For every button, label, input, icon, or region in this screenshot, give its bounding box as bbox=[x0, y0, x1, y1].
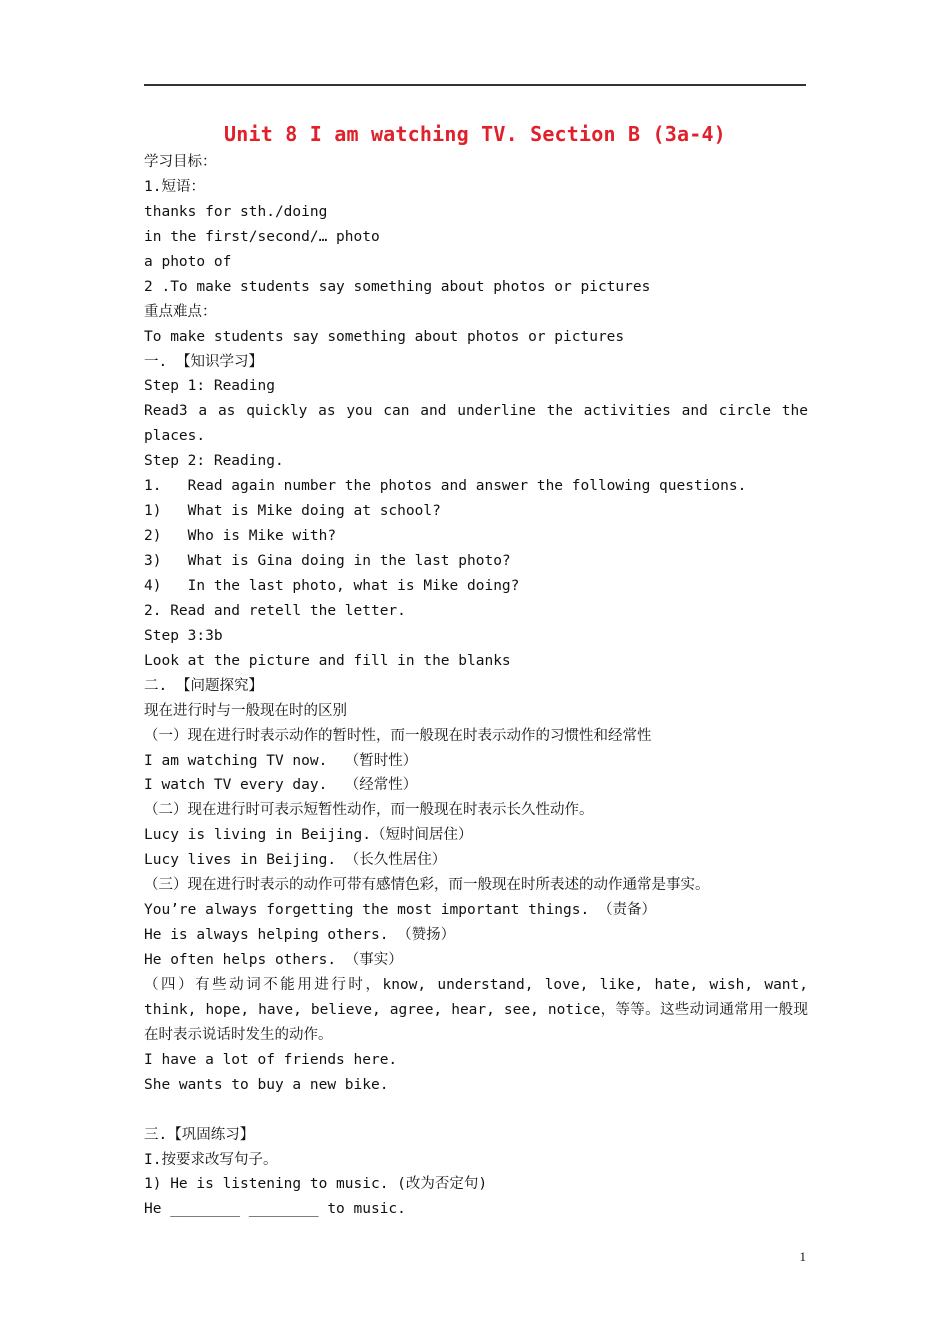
text-line: 现在进行时与一般现在时的区别 bbox=[144, 702, 347, 719]
text-line: He often helps others. （事实） bbox=[144, 952, 403, 968]
text-line: （一）现在进行时表示动作的暂时性，而一般现在时表示动作的习惯性和经常性 bbox=[144, 727, 652, 744]
text-line: 学习目标： bbox=[144, 154, 217, 170]
text-line: places. bbox=[144, 428, 206, 445]
text-line: 1.短语： bbox=[144, 178, 205, 195]
text-line: （三）现在进行时表示的动作可带有感情色彩，而一般现在时所表述的动作通常是事实。 bbox=[144, 877, 710, 894]
text-line: 三.【巩固练习】 bbox=[144, 1126, 255, 1143]
page-number: 1 bbox=[799, 1249, 806, 1264]
text-line: 一. 【知识学习】 bbox=[144, 353, 263, 370]
text-line: He ________ ________ to music. bbox=[144, 1201, 406, 1218]
document-body bbox=[144, 150, 808, 1222]
text-line: To make students say something about photos or pictures bbox=[144, 328, 625, 345]
text-line: 重点难点： bbox=[144, 303, 217, 320]
text-line: 2) Who is Mike with? bbox=[144, 528, 337, 545]
text-line: You’re always forgetting the most important things. （责备） bbox=[144, 902, 656, 919]
text-line: a photo of bbox=[144, 253, 232, 270]
text-line: I have a lot of friends here. bbox=[144, 1051, 398, 1068]
text-line: Read3 a as quickly as you can and underline the activities and circle the bbox=[144, 403, 808, 420]
document-title: Unit 8 I am watching TV. Section B (3a-4) bbox=[224, 122, 726, 146]
text-line: Look at the picture and fill in the blanks bbox=[144, 652, 511, 669]
text-line: 在时表示说话时发生的动作。 bbox=[144, 1026, 333, 1043]
text-line: 3) What is Gina doing in the last photo? bbox=[144, 553, 511, 569]
text-line: Lucy is living in Beijing.（短时间居住） bbox=[144, 827, 473, 844]
text-line: think, hope, have, believe, agree, hear, see, notice，等等。这些动词通常用一般现 bbox=[144, 1001, 808, 1018]
text-line: 1) He is listening to music. (改为否定句) bbox=[144, 1176, 488, 1193]
text-line: 1. Read again number the photos and answer the following questions. bbox=[144, 478, 747, 495]
text-line: Lucy lives in Beijing. （长久性居住） bbox=[144, 852, 447, 869]
text-line: I watch TV every day. （经常性） bbox=[144, 777, 418, 794]
text-line: Step 2: Reading. bbox=[144, 453, 284, 470]
text-line: She wants to buy a new bike. bbox=[144, 1076, 389, 1093]
header-rule bbox=[144, 84, 806, 86]
text-line: thanks for sth./doing bbox=[144, 203, 328, 220]
text-line: 二. 【问题探究】 bbox=[144, 677, 263, 694]
text-line: 4) In the last photo, what is Mike doing? bbox=[144, 577, 520, 594]
text-line: 1) What is Mike doing at school? bbox=[144, 503, 441, 520]
text-line: （四）有些动词不能用进行时，know, understand, love, like, hate, wish, want, bbox=[144, 976, 808, 993]
text-line: Step 1: Reading bbox=[144, 378, 275, 395]
text-line: Step 3:3b bbox=[144, 627, 223, 644]
text-line: He is always helping others. （赞扬） bbox=[144, 927, 456, 944]
text-line: in the first/second/… photo bbox=[144, 228, 380, 245]
text-line bbox=[144, 1098, 808, 1123]
text-line: I am watching TV now. （暂时性） bbox=[144, 752, 418, 769]
text-line: （二）现在进行时可表示短暂性动作，而一般现在时表示长久性动作。 bbox=[144, 802, 594, 819]
text-line: I.按要求改写句子。 bbox=[144, 1151, 278, 1168]
text-line: 2. Read and retell the letter. bbox=[144, 602, 406, 619]
text-line: 2 .To make students say something about photos or pictures bbox=[144, 278, 651, 295]
